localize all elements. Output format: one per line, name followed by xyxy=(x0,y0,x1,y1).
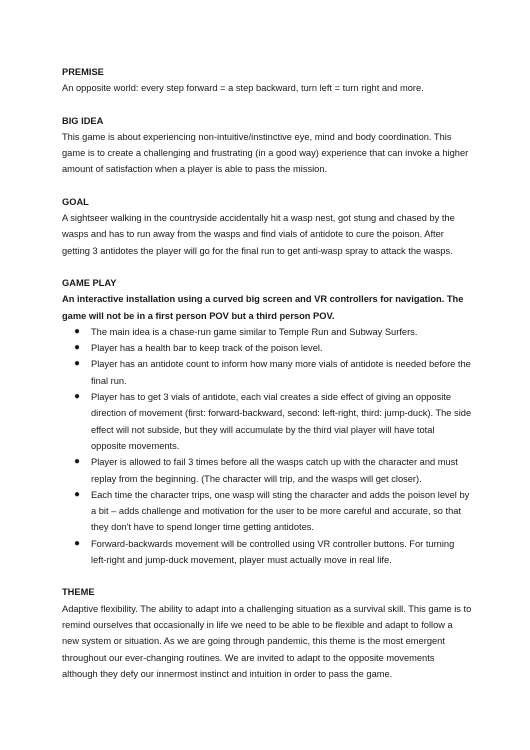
list-item-text: Player is allowed to fail 3 times before all the wasps catch up with the character and must replay from the beginning. (The character will trip, and the wasps will get closer). xyxy=(91,457,458,484)
list-item xyxy=(74,487,472,536)
list-item-text: Player has an antidote count to inform how many more vials of antidote is needed before the final run. xyxy=(91,359,471,386)
game-play-bullet-list xyxy=(62,324,472,568)
bullet-icon: ● xyxy=(74,537,81,549)
list-item xyxy=(74,356,472,389)
bullet-icon: ● xyxy=(74,325,81,337)
bullet-icon: ● xyxy=(74,456,81,468)
list-item-text: Each time the character trips, one wasp will sting the character and adds the poison level by a bit – adds challenge and motivation for the user to be more careful and accurate, so that they don't have to spend longer time getting antidotes. xyxy=(91,489,470,533)
big-idea-heading: BIG IDEA xyxy=(62,115,104,126)
list-item xyxy=(74,454,472,487)
list-item-text: Forward-backwards movement will be controlled using VR controller buttons. For turning left-right and jump-duck movement, player must actually move in real life. xyxy=(91,538,455,566)
list-item xyxy=(74,340,472,356)
section-gap xyxy=(62,568,472,584)
big-idea-text: This game is about experiencing non-intuitive/instinctive eye, mind and body coordination. This game is to create a challenging and frustrating (in a good way) experience that can invoke a higher amount of satisfaction when a player is able to pass the mission. xyxy=(62,131,469,175)
theme-heading: THEME xyxy=(62,587,95,598)
premise-text: An opposite world: every step forward = a step backward, turn left = turn right and more. xyxy=(62,83,424,94)
theme-text: Adaptive flexibility. The ability to adapt into a challenging situation as a survival skill. This game is to remind ourselves that occasionally in life we need to be able to be flexible and adapt to follow a new system or situation. As we are going through pandemic, this theme is the most emergent throughout our ever-changing routines. We are invited to adapt to the opposite movements although they defy our innermost instinct and intuition in order to pass the game. xyxy=(62,603,472,679)
section-gap xyxy=(62,97,472,113)
list-item xyxy=(74,324,472,340)
premise-heading: PREMISE xyxy=(62,67,104,77)
section-gap xyxy=(62,259,472,275)
bullet-icon: ● xyxy=(74,342,81,354)
section-gap xyxy=(62,178,472,194)
bullet-icon: ● xyxy=(74,358,81,370)
bullet-icon: ● xyxy=(74,391,81,403)
game-play-heading: GAME PLAY xyxy=(62,277,117,288)
list-item-text: Player has a health bar to keep track of the poison level. xyxy=(91,343,323,354)
list-item-text: Player has to get 3 vials of antidote, each vial creates a side effect of giving an opposite direction of movement (first: forward-backward, second: left-right, third: jump-duck). The side effect will not subside, but they will accumulate by the third vial player will have total opposite movements. xyxy=(91,392,472,451)
goal-heading: GOAL xyxy=(62,196,89,207)
list-item-text: The main idea is a chase-run game similar to Temple Run and Subway Surfers. xyxy=(91,326,418,337)
goal-text: A sightseer walking in the countryside accidentally hit a wasp nest, got stung and chased by the wasps and has to run away from the wasps and find vials of antidote to cure the poison. After getting 3 antidotes the player will go for the final run to get anti-wasp spray to attack the wasps. xyxy=(62,213,455,256)
game-play-subheading: An interactive installation using a curved big screen and VR controllers for navigation. The game will not be in a first person POV but a third person POV. xyxy=(62,294,464,321)
list-item xyxy=(74,389,472,454)
bullet-icon: ● xyxy=(74,488,81,500)
list-item xyxy=(74,536,472,569)
document-page xyxy=(62,64,472,682)
